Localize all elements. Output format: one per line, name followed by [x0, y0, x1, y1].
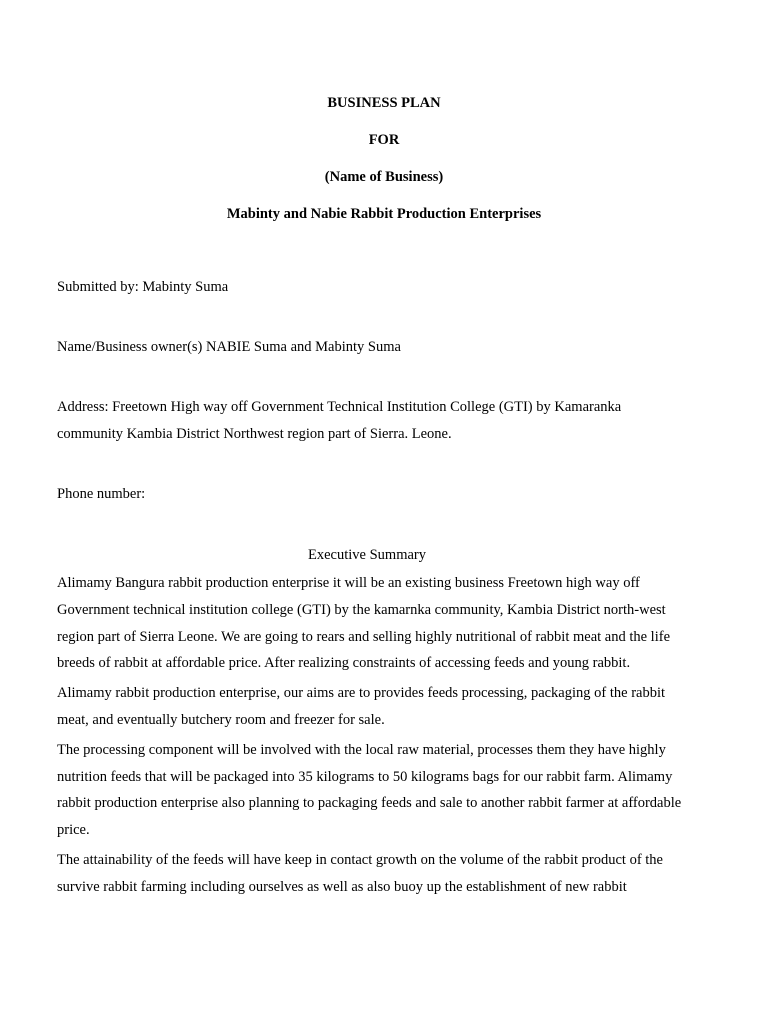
- address-line-1: Address: Freetown High way off Government Technical Institution College (GTI) by Kamaranka: [57, 399, 622, 415]
- address-line-2: community Kambia District Northwest region part of Sierra. Leone.: [57, 426, 452, 442]
- title-name-of-business: (Name of Business): [324, 169, 444, 185]
- title-business-plan: BUSINESS PLAN: [327, 95, 441, 111]
- executive-summary-body: [57, 570, 685, 904]
- summary-paragraph: The attainability of the feeds will have keep in contact growth on the volume of the rabbit product of the survive rabbit farming including ourselves as well as also buoy up the establishment of new rabbit: [57, 851, 663, 895]
- title-for: FOR: [368, 132, 400, 148]
- summary-paragraph: The processing component will be involved with the local raw material, processes them they have highly nutrition feeds that will be packaged into 35 kilograms to 50 kilograms bags for our rabbit farm. Alimamy rabbit production enterprise also planning to packaging feeds and sale to another rabbit farmer at affordable price.: [57, 741, 682, 839]
- summary-paragraph: Alimamy rabbit production enterprise, our aims are to provides feeds processing, packaging of the rabbit meat, and eventually butchery room and freezer for sale.: [57, 685, 666, 728]
- executive-summary-heading: Executive Summary: [308, 547, 426, 563]
- summary-paragraph: Alimamy Bangura rabbit production enterprise it will be an existing business Freetown high way off Government technical institution college (GTI) by the kamarnka community, Kambia District north-west region part of Sierra Leone. We are going to rears and selling highly nutritional of rabbit meat and the life breeds of rabbit at affordable price. After realizing constraints of accessing feeds and young rabbit.: [57, 575, 671, 672]
- title-business-name: Mabinty and Nabie Rabbit Production Enterprises: [226, 206, 542, 222]
- submitted-by: Submitted by: Mabinty Suma: [57, 279, 229, 295]
- business-owners: Name/Business owner(s) NABIE Suma and Mabinty Suma: [57, 339, 401, 355]
- phone-number: Phone number:: [57, 486, 146, 502]
